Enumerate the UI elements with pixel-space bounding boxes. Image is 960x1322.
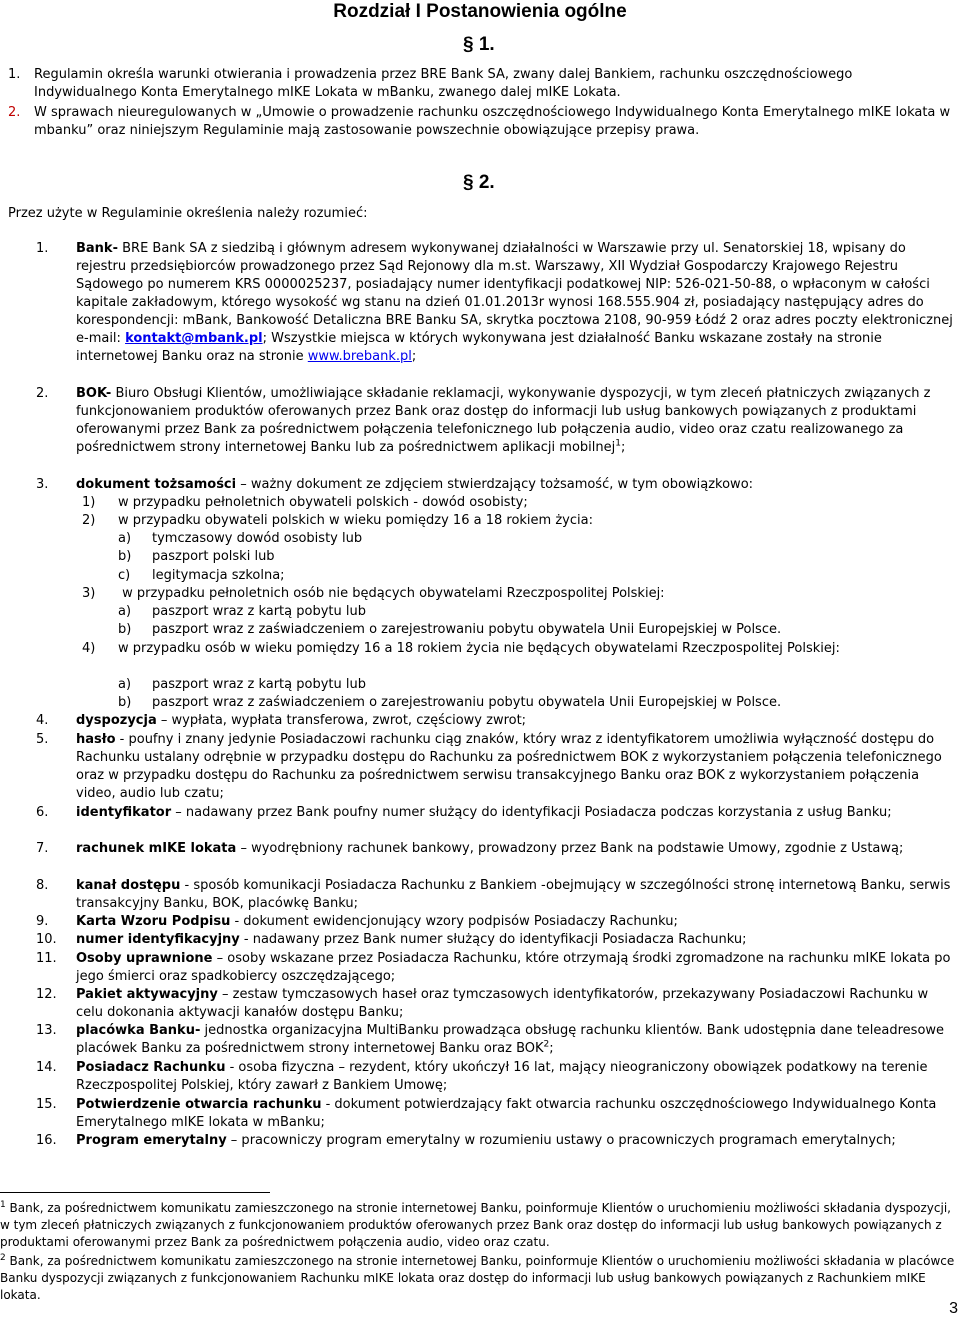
definition-term: kanał dostępu [76, 878, 181, 893]
list-subitem-text: paszport wraz z kartą pobytu lub [152, 604, 366, 619]
definition-text [76, 240, 958, 366]
definition-term: dokument tożsamości [76, 477, 237, 492]
definition-number: 3. [36, 477, 49, 492]
list-item [82, 494, 528, 512]
definition-end: ; [620, 440, 626, 455]
definition-text [76, 476, 958, 494]
definition-body: - sposób komunikacji Posiadacza Rachunku z Bankiem -obejmujący w szczególności stronę internetową Banku, serwis transakcyjny Banku, BOK, placówkę Banku; [76, 878, 951, 911]
footnote-1 [0, 1200, 955, 1251]
list-item [82, 512, 593, 530]
definition-term: Osoby uprawnione [76, 951, 213, 966]
definition-number: 4. [36, 713, 49, 728]
section-1-heading: § 1. [463, 34, 495, 55]
definition-11-osoby-uprawnione [36, 950, 958, 986]
list-item-number: 2) [82, 513, 96, 528]
list-subitem-letter: b) [118, 695, 132, 710]
definition-number: 13. [36, 1023, 57, 1038]
definition-number: 6. [36, 805, 49, 820]
definition-9-karta-wzoru [36, 913, 958, 931]
definition-text [76, 804, 958, 822]
definition-end: ; [411, 349, 417, 364]
definition-8-kanal-dostepu [36, 877, 958, 913]
definition-term: dyspozycja [76, 713, 157, 728]
definition-body: - dokument potwierdzający fakt otwarcia rachunku oszczędnościowego Indywidualnego Konta Emerytalnego mIKE lokata w mBanku; [76, 1097, 937, 1130]
definition-term: Karta Wzoru Podpisu [76, 914, 231, 929]
definition-body: - poufny i znany jedynie Posiadaczowi rachunku ciąg znaków, który wraz z identyfikatorem umożliwia wyłączność dostępu do Rachunku ustalany odrębnie w przypadku dostępu do Rachunku za pośrednictwem BOK z wykorzystaniem połączenia telefonicznego oraz w przypadku dostępu do Rachunku za pośrednictwem serwisu transakcyjnego Banku oraz BOK z wykorzystaniem połączenia video, audio lub czatu; [76, 732, 942, 801]
definition-number: 15. [36, 1097, 57, 1112]
definition-text [76, 840, 958, 858]
footnote-ref-2: 2 [543, 1039, 550, 1050]
list-subitem [118, 621, 781, 639]
list-subitem-text: paszport wraz z zaświadczeniem o zarejestrowaniu pobytu obywatela Unii Europejskiej w Polsce. [152, 695, 782, 710]
list-subitem-text: tymczasowy dowód osobisty lub [152, 531, 363, 546]
definition-body: Biuro Obsługi Klientów, umożliwiające składanie reklamacji, wykonywanie dyspozycji, w tym zleceń płatniczych związanych z funkcjonowaniem produktów oferowanych przez Bank oraz dostęp do informacji lub usług bankowych powiązanych z produktami oferowanymi przez Bank za pośrednictwem połączenia telefonicznego lub połączenia audio, video oraz czatu realizowanego za pośrednictwem strony internetowej Banku lub za pośrednictwem aplikacji mobilnej [76, 386, 931, 455]
definition-body: - osoba fizyczna – rezydent, który ukończył 16 lat, mający nieograniczony obowiązek podatkowy na terenie Rzeczpospolitej Polskiej, który zawarł z Bankiem Umowę; [76, 1060, 928, 1093]
definition-7-rachunek [36, 840, 958, 858]
definition-10-numer-id [36, 931, 958, 949]
intro-paragraph-2 [8, 104, 952, 140]
definition-15-potwierdzenie [36, 1096, 958, 1132]
list-subitem-text: paszport polski lub [152, 549, 275, 564]
definition-term: rachunek mIKE lokata [76, 841, 237, 856]
list-subitem [118, 567, 285, 585]
definition-2-bok [36, 385, 958, 457]
definition-body: – zestaw tymczasowych haseł oraz tymczasowych identyfikatorów, przekazywany Posiadaczowi Rachunku w celu dokonania aktywacji kanałów dostępu Banku; [76, 987, 929, 1020]
list-subitem-text: paszport wraz z zaświadczeniem o zarejestrowaniu pobytu obywatela Unii Europejskiej w Polsce. [152, 622, 782, 637]
definition-text [76, 1132, 958, 1150]
definition-text [76, 986, 958, 1022]
definition-13-placowka [36, 1022, 958, 1058]
list-item [82, 585, 665, 603]
definition-number: 10. [36, 932, 57, 947]
definition-number: 12. [36, 987, 57, 1002]
list-item-text: w przypadku pełnoletnich obywateli polskich - dowód osobisty; [118, 495, 528, 510]
footnote-text: Bank, za pośrednictwem komunikatu zamieszczonego na stronie internetowej Banku, poinformuje Klientów o uruchomieniu możliwości składania dyspozycji, w tym zleceń płatniczych związanych z funkcjonowaniem produktów oferowanych przez Bank oraz dostęp do informacji lub usług bankowych powiązanych z produktami oferowanymi przez Bank za pośrednictwem połączenia audio, video oraz czatu. [0, 1201, 951, 1249]
definition-14-posiadacz [36, 1059, 958, 1095]
list-item-text: w przypadku obywateli polskich w wieku pomiędzy 16 a 18 rokiem życia: [118, 513, 593, 528]
definition-number: 9. [36, 914, 49, 929]
definition-number: 5. [36, 732, 49, 747]
definition-term: BOK- [76, 386, 112, 401]
footnote-2 [0, 1253, 955, 1304]
definition-6-identyfikator [36, 804, 958, 822]
list-subitem-letter: b) [118, 549, 132, 564]
list-subitem-letter: c) [118, 568, 131, 583]
definition-term: Potwierdzenie otwarcia rachunku [76, 1097, 322, 1112]
definition-body: – osoby wskazane przez Posiadacza Rachunku, które otrzymają środki zgromadzone na rachunku mIKE lokata po jego śmierci oraz spadkobiercy oszczędzającego; [76, 951, 951, 984]
definition-4-dyspozycja [36, 712, 958, 730]
definition-5-haslo [36, 731, 958, 803]
definition-number: 1. [36, 241, 49, 256]
footnote-divider [0, 1192, 270, 1193]
definition-number: 7. [36, 841, 49, 856]
definition-text [76, 1059, 958, 1095]
list-subitem [118, 694, 781, 712]
list-item-text: w przypadku pełnoletnich osób nie będących obywatelami Rzeczpospolitej Polskiej: [118, 586, 665, 601]
definition-number: 8. [36, 878, 49, 893]
website-link[interactable]: www.brebank.pl [307, 349, 412, 364]
definition-number: 16. [36, 1133, 57, 1148]
definition-term: Pakiet aktywacyjny [76, 987, 218, 1002]
list-item-number: 3) [82, 586, 96, 601]
definition-12-pakiet [36, 986, 958, 1022]
intro-1-number: 1. [8, 67, 21, 82]
definition-number: 2. [36, 386, 49, 401]
definition-text [76, 731, 958, 803]
definition-text [76, 913, 958, 931]
definition-number: 14. [36, 1060, 57, 1075]
list-item-number: 1) [82, 495, 96, 510]
definition-body: – nadawany przez Bank poufny numer służący do identyfikacji Posiadacza podczas korzystania z usług Banku; [171, 805, 892, 820]
list-subitem-letter: a) [118, 677, 132, 692]
definition-text [76, 1096, 958, 1132]
list-item-text: w przypadku osób w wieku pomiędzy 16 a 18 rokiem życia nie będących obywatelami Rzeczpospolitej Polskiej: [118, 641, 840, 656]
list-item [82, 640, 922, 658]
definition-end: ; [549, 1041, 554, 1056]
definition-term: Bank- [76, 241, 118, 256]
definition-term: hasło [76, 732, 116, 747]
chapter-title: Rozdział I Postanowienia ogólne [333, 1, 627, 22]
definition-text [76, 931, 958, 949]
list-subitem [118, 676, 366, 694]
list-subitem-letter: a) [118, 531, 132, 546]
definition-body: - dokument ewidencjonujący wzory podpisów Posiadaczy Rachunku; [230, 914, 678, 929]
intro-2-text: W sprawach nieuregulowanych w „Umowie o prowadzenie rachunku oszczędnościowego Indywidualnego Konta Emerytalnego mIKE lokata w mbanku” oraz niniejszym Regulaminie mają zastosowanie powszechnie obowiązujące przepisy prawa. [34, 105, 951, 138]
footnote-text: Bank, za pośrednictwem komunikatu zamieszczonego na stronie internetowej Banku, poinformuje Klientów o uruchomieniu możliwości składania w placówce Banku dyspozycji związanych z funkcjonowaniem Rachunku mIKE lokata oraz dostęp do informacji lub usług bankowych powiązanych z Rachunkiem mIKE lokata. [0, 1254, 955, 1302]
definition-body: – pracowniczy program emerytalny w rozumieniu ustawy o pracowniczych programach emerytalnych; [226, 1133, 896, 1148]
list-subitem-letter: a) [118, 604, 132, 619]
list-subitem-text: legitymacja szkolna; [152, 568, 285, 583]
definition-body: – wypłata, wypłata transferowa, zwrot, częściowy zwrot; [156, 713, 527, 728]
definition-body: – wyodrębniony rachunek bankowy, prowadzony przez Bank na podstawie Umowy, zgodnie z Ustawą; [236, 841, 904, 856]
footnote-number: 1 [0, 1200, 6, 1210]
definition-body: - nadawany przez Bank numer służący do identyfikacji Posiadacza Rachunku; [239, 932, 747, 947]
definition-text [76, 385, 958, 457]
intro-2-number: 2. [8, 105, 21, 120]
intro-1-text: Regulamin określa warunki otwierania i prowadzenia przez BRE Bank SA, zwany dalej Bankiem, rachunku oszczędnościowego Indywidualnego Konta Emerytalnego mIKE Lokata w mBanku, zwanego dalej mIKE Lokata. [34, 67, 853, 100]
list-subitem [118, 530, 362, 548]
definition-term: identyfikator [76, 805, 172, 820]
footnote-ref-1: 1 [615, 438, 621, 449]
section-2-heading: § 2. [463, 172, 495, 193]
definition-text [76, 1022, 958, 1058]
definition-number: 11. [36, 951, 57, 966]
page-number: 3 [949, 1300, 958, 1317]
definition-3-identity-document [36, 476, 958, 494]
definition-body-2: ; Wszystkie miejsca w których wykonywana jest działalność Banku wskazane zostały na stronie internetowej Banku oraz na stronie [76, 331, 882, 364]
intro-paragraph-1 [8, 66, 952, 102]
list-subitem [118, 603, 366, 621]
section-2-lead: Przez użyte w Regulaminie określenia należy rozumieć: [8, 206, 368, 221]
definition-term: Program emerytalny [76, 1133, 227, 1148]
email-link[interactable]: kontakt@mbank.pl [125, 331, 263, 346]
definition-16-program [36, 1132, 958, 1150]
definition-body: – ważny dokument ze zdjęciem stwierdzający tożsamość, w tym obowiązkowo: [236, 477, 754, 492]
list-item-number: 4) [82, 641, 96, 656]
definition-1-bank [36, 240, 958, 366]
list-subitem-letter: b) [118, 622, 132, 637]
definition-body: BRE Bank SA z siedzibą i głównym adresem wykonywanej działalności w Warszawie przy ul. Senatorskiej 18, wpisany do rejestru przedsiębiorców prowadzonego przez Sąd Rejonowy dla m.st. Warszawy, XII Wydział Gospodarczy Krajowego Rejestru Sądowego po numerem KRS 0000025237, posiadający numer identyfikacji podatkowej NIP: 526-021-50-88, o wpłaconym w całości kapitale zakładowym, którego wysokość wg stanu na dzień 01.01.2013r wynosi 168.555.904 zł, posiadający następujący adres do korespondencji: mBank, Bankowość Detaliczna BRE Banku SA, skrytka pocztowa 2108, 90-959 Łódź 2 oraz adres poczty elektronicznej e-mail: [76, 241, 953, 346]
definition-text [76, 712, 958, 730]
definition-text [76, 950, 958, 986]
definition-term: numer identyfikacyjny [76, 932, 240, 947]
list-subitem [118, 548, 275, 566]
list-subitem-text: paszport wraz z kartą pobytu lub [152, 677, 366, 692]
definition-text [76, 877, 958, 913]
footnote-number: 2 [0, 1253, 6, 1263]
definition-term: Posiadacz Rachunku [76, 1060, 226, 1075]
definition-term: placówka Banku- [76, 1023, 201, 1038]
definition-body: jednostka organizacyjna MultiBanku prowadząca obsługę rachunku klientów. Bank udostępnia dane teleadresowe placówek Banku za pośrednictwem strony internetowej Banku oraz BOK [76, 1023, 945, 1056]
